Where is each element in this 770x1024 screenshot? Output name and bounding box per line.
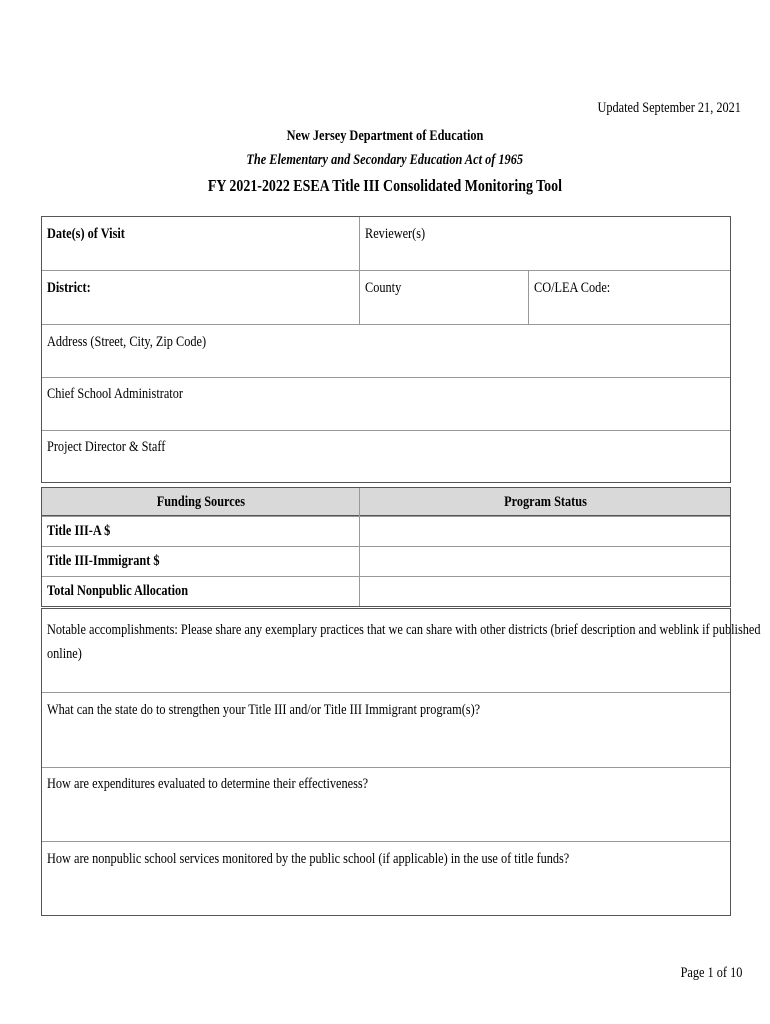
funding-row-total-nonpublic: Total Nonpublic Allocation [47,583,189,599]
address-label: Address (Street, City, Zip Code) [47,334,207,350]
question-nonpublic-monitored: How are nonpublic school services monitored by the public school (if applicable) in the use of title funds? [47,851,570,867]
question-state-strengthen: What can the state do to strengthen your Title III and/or Title III Immigrant program(s)? [47,702,481,718]
department-name: New Jersey Department of Education [286,128,484,144]
funding-row-title-iii-immigrant: Title III-Immigrant $ [47,553,160,569]
document-title: FY 2021-2022 ESEA Title III Consolidated Monitoring Tool [207,176,563,195]
question-expenditures-evaluated: How are expenditures evaluated to determine their effectiveness? [47,776,369,792]
program-status-header: Program Status [503,494,587,510]
reviewers-label: Reviewer(s) [365,226,426,242]
question-notable-accomplishments: Notable accomplishments: Please share any exemplary practices that we can share with other districts (brief description and weblink if published online) [47,622,761,662]
project-director-label: Project Director & Staff [47,439,166,455]
page-number: Page 1 of 10 [680,965,742,981]
county-label: County [365,280,402,296]
act-name: The Elementary and Secondary Education Act of 1965 [246,152,524,168]
co-lea-code-label: CO/LEA Code: [534,280,611,296]
dates-of-visit-label: Date(s) of Visit [47,226,125,242]
updated-date: Updated September 21, 2021 [597,100,741,116]
funding-row-title-iii-a: Title III-A $ [47,523,111,539]
funding-sources-header: Funding Sources [156,494,245,510]
chief-admin-label: Chief School Administrator [47,386,183,402]
district-label: District: [47,280,91,296]
